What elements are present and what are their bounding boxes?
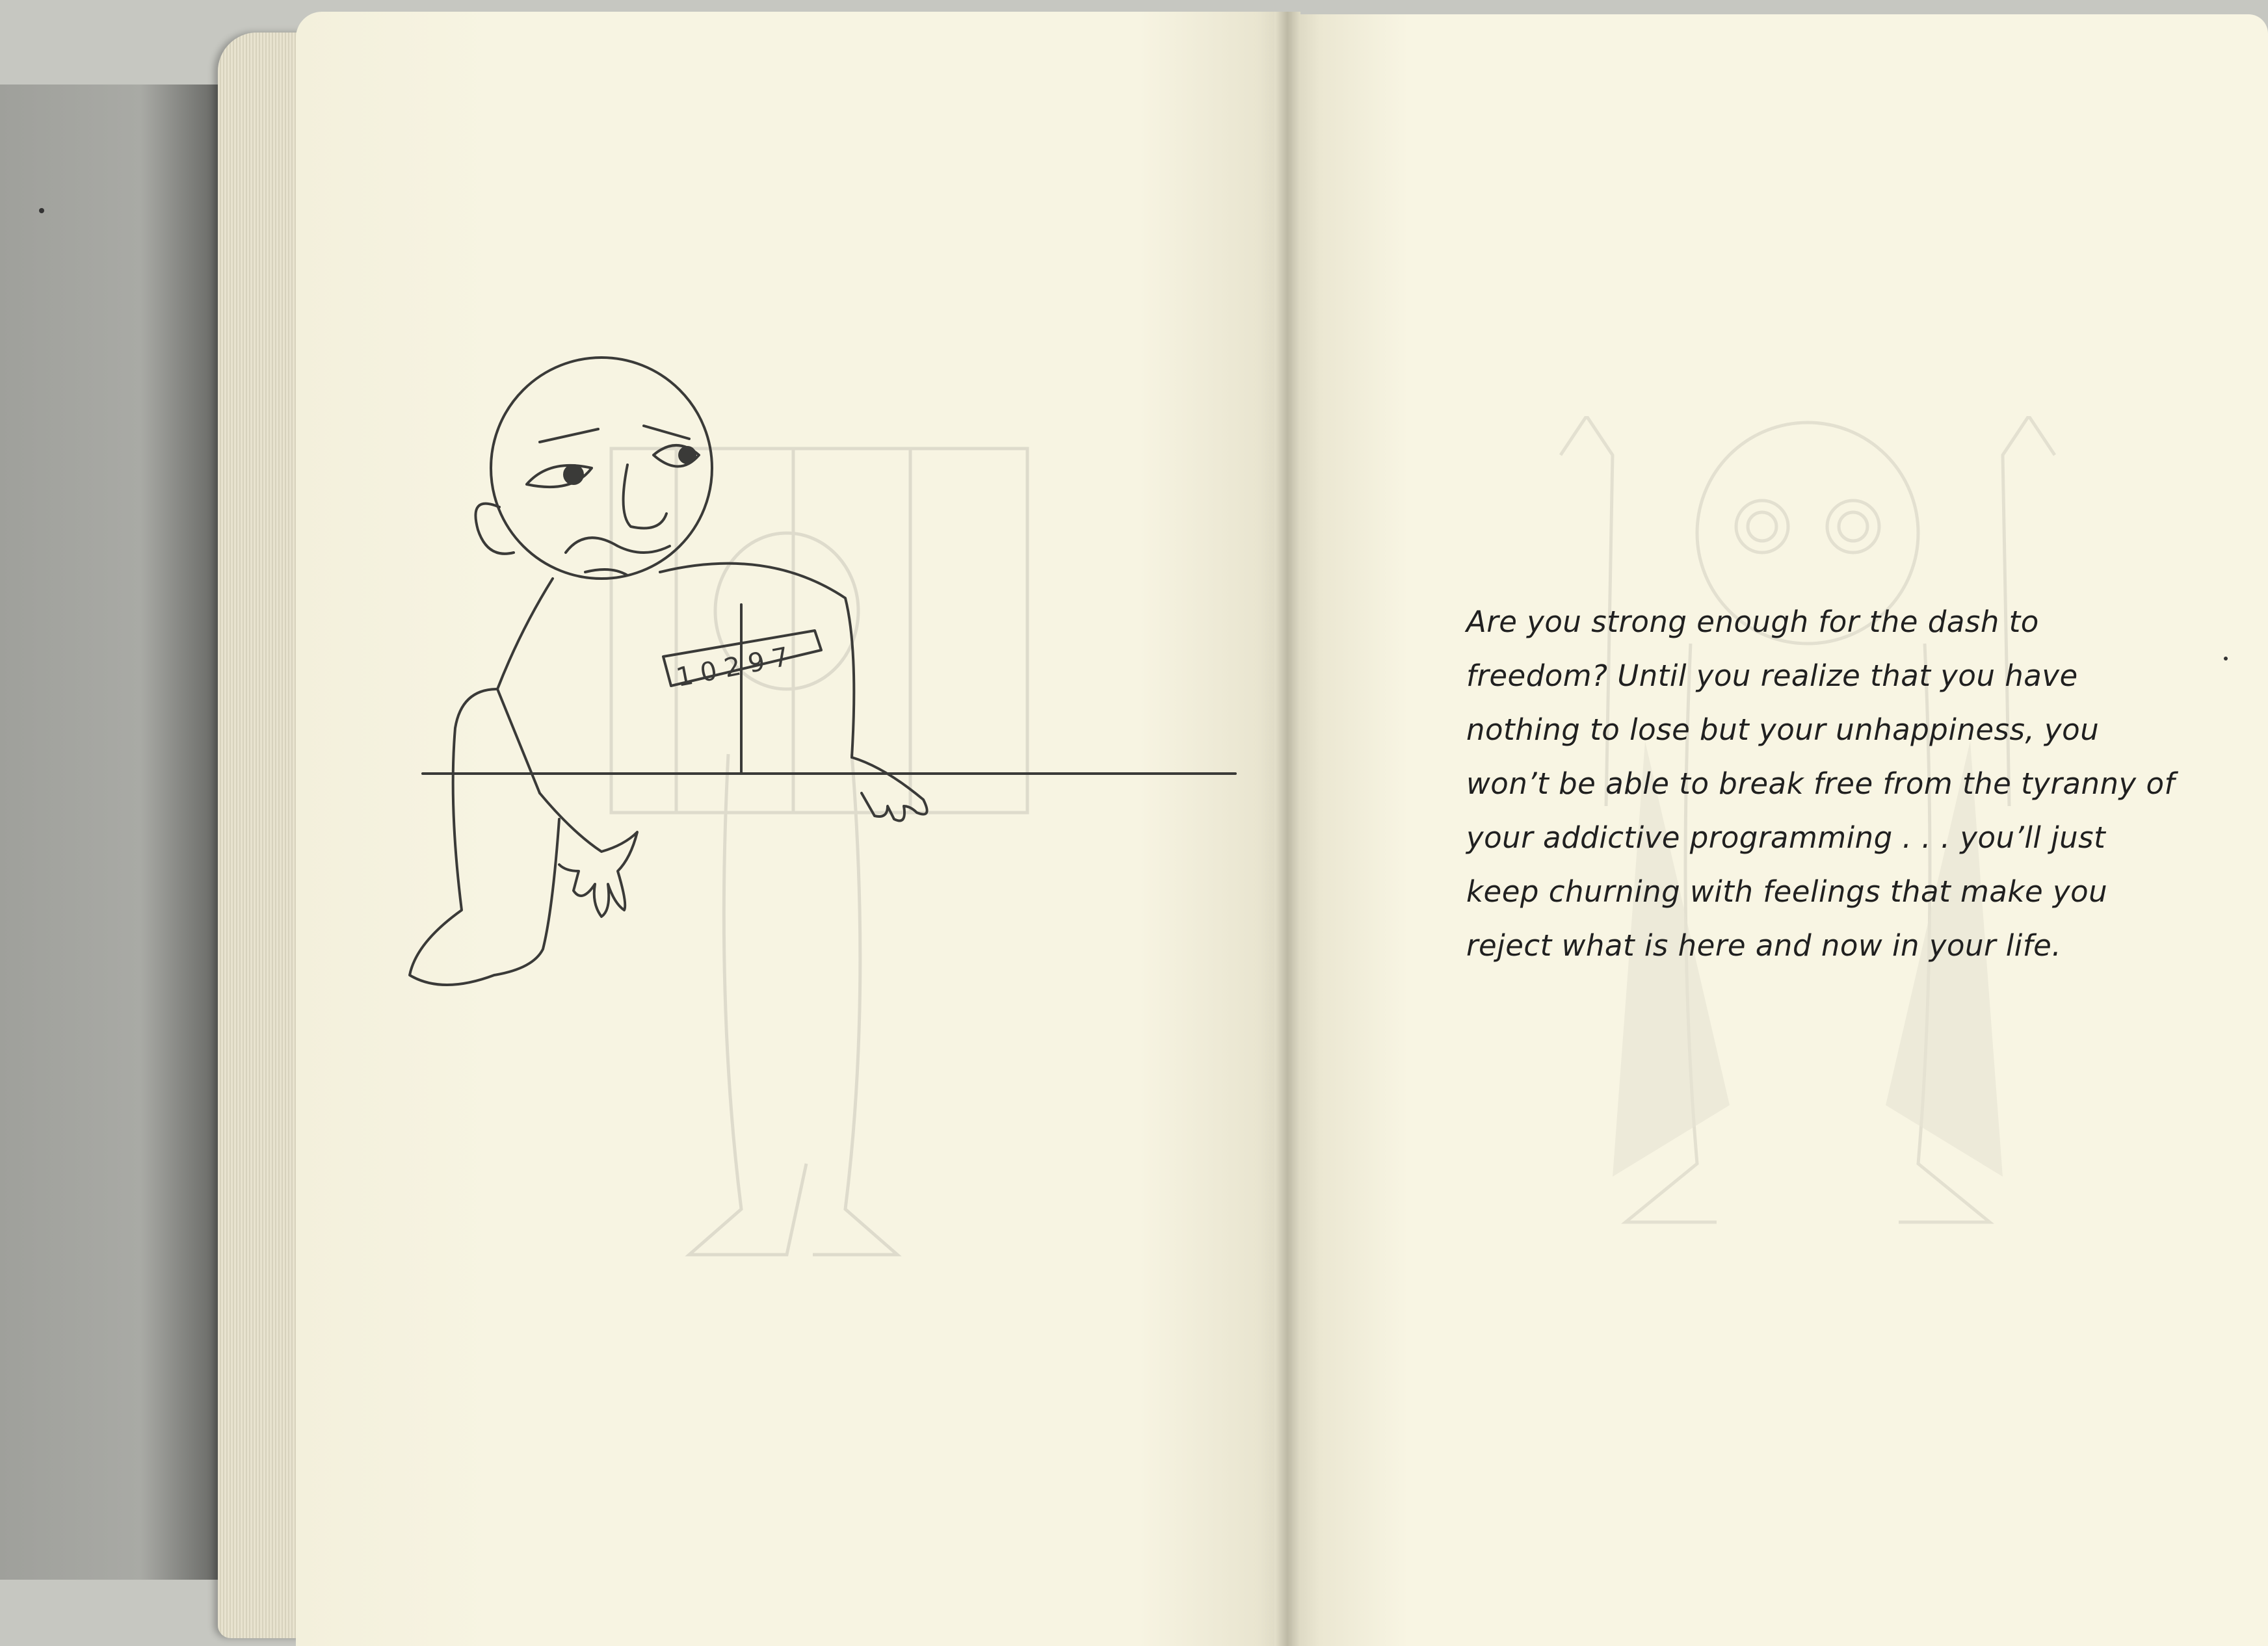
page-passage [1466,595,2214,973]
passage-line: keep churning with feelings that make you [1466,874,2108,909]
passage-line: nothing to lose but your unhappiness, you [1466,712,2100,747]
passage-line: Are you strong enough for the dash to [1466,605,2039,639]
passage-line: won’t be able to break free from the tyranny of [1466,766,2175,801]
scanner-shadow [0,85,234,1580]
passage-line: reject what is here and now in your life. [1466,928,2062,963]
passage-line: freedom? Until you realize that you have [1466,659,2078,693]
prisoner-illustration [403,351,1248,1079]
page-edges [218,33,309,1638]
prisoner-number: 10297 [674,640,799,693]
prisoner-head [491,358,712,579]
passage-line: your addictive programming . . . you’ll just [1466,820,2106,855]
book-gutter [1274,12,1300,1646]
dust-speck [39,208,44,213]
dust-speck [2224,657,2228,660]
